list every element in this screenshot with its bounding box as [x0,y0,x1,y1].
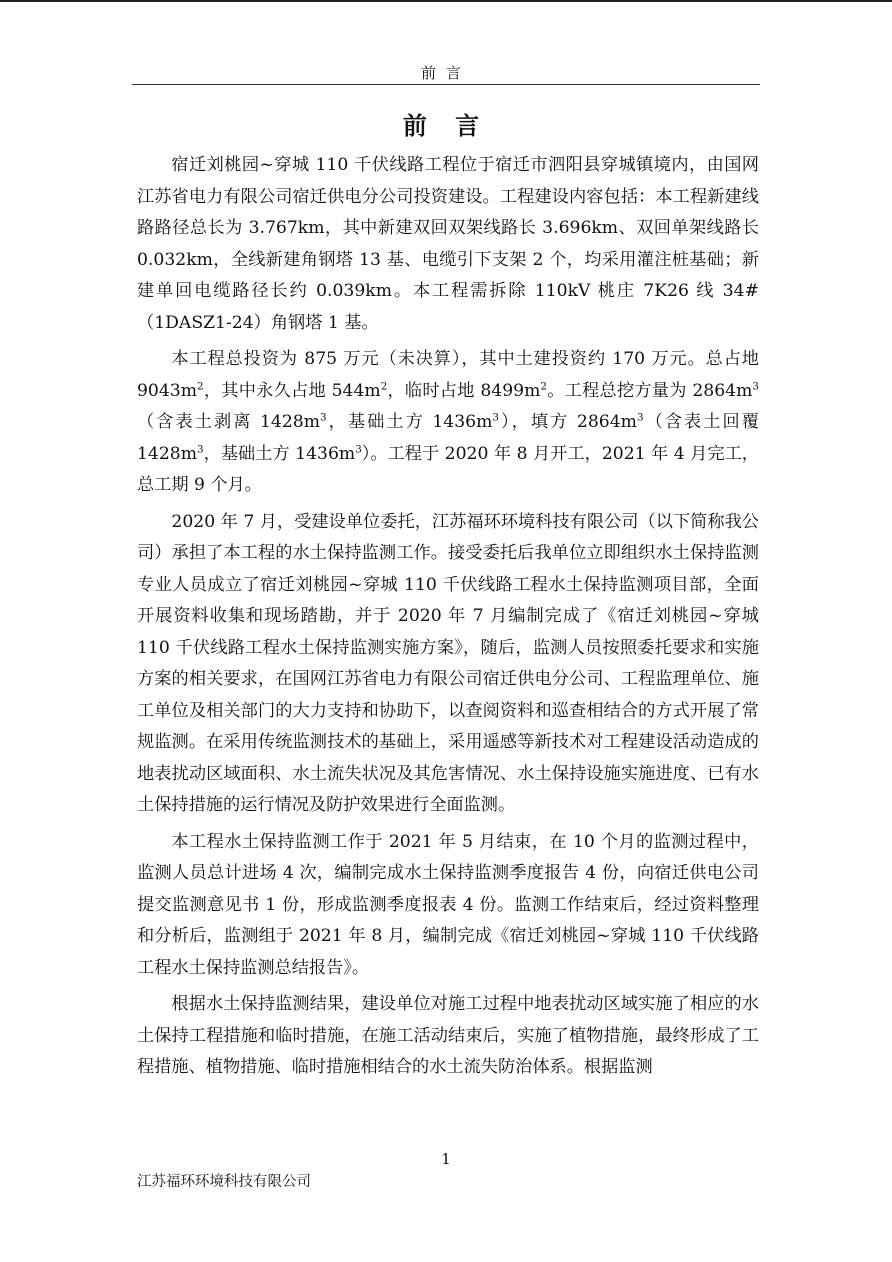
paragraph-text: ，其中永久占地 544m [203,380,381,401]
footer-company: 江苏福环环境科技有限公司 [137,1174,311,1190]
paragraph-text: 本工程水土保持监测工作于 2021 年 5 月结束，在 10 个月的监测过程中，监测人员总计进场 4 次，编制完成水土保持监测季度报告 4 份，向宿迁供电公司提交监测意见书 1 份，形成监测季度报表 4 份。监测工作结束后，经过资料整理和分析后，监测组于 2021 年 8 月，编制完成《宿迁刘桃园~穿城 110 千伏线路工程水土保持监测总结报告》。 [137,831,759,978]
superscript: 3 [355,442,362,455]
paragraph-text: ，基础土方 1436m [203,443,356,464]
paragraph-5 [137,989,759,1084]
running-header: 前言 [420,64,471,82]
paragraph-text: 宿迁刘桃园~穿城 110 千伏线路工程位于宿迁市泗阳县穿城镇境内，由国网江苏省电力有限公司宿迁供电分公司投资建设。工程建设内容包括：本工程新建线路路径总长为 3.767km，其中新建双回双架线路长 3.696km、双回单架线路长 0.032km，全线新建角钢塔 13 基、电缆引下支架 2 个，均采用灌注桩基础；新建单回电缆路径长约 0.039km。本工程需拆除 110kV 桃庄 7K26 线 34#（1DASZ1-24）角钢塔 1 基。 [137,155,765,333]
superscript: 3 [492,411,499,424]
paragraph-text: ，临时占地 8499m [387,380,541,401]
paragraph-2 [137,344,765,502]
superscript: 3 [752,379,759,392]
paragraph-text: 2020 年 7 月，受建设单位委托，江苏福环环境科技有限公司（以下简称我公司）承担了本工程的水土保持监测工作。接受委托后我单位立即组织水土保持监测专业人员成立了宿迁刘桃园~穿城 110 千伏线路工程水土保持监测项目部，全面开展资料收集和现场踏勘，并于 2020 年 7 月编制完成了《宿迁刘桃园~穿城 110 千伏线路工程水土保持监测实施方案》，随后，监测人员按照委托要求和实施方案的相关要求，在国网江苏省电力有限公司宿迁供电分公司、工程监理单位、施工单位及相关部门的大力支持和协助下，以查阅资料和巡查相结合的方式开展了常规监测。在采用传统监测技术的基础上，采用遥感等新技术对工程建设活动造成的地表扰动区域面积、水土流失状况及其危害情况、水土保持设施实施进度、已有水土保持措施的运行情况及防护效果进行全面监测。 [137,511,765,815]
paragraph-4 [137,827,759,985]
paragraph-text: 。工程总挖方量为 2864m [546,380,753,401]
paragraph-1 [137,150,765,339]
paragraph-text: ，基础土方 1436m [326,412,493,432]
superscript: 2 [540,379,547,392]
paragraph-text: （含表土回覆 1428m [137,412,765,464]
paragraph-text: 根据水土保持监测结果，建设单位对施工过程中地表扰动区域实施了相应的水土保持工程措施和临时措施，在施工活动结束后，实施了植物措施，最终形成了工程措施、植物措施、临时措施相结合的水土流失防治体系。根据监测 [137,994,759,1077]
top-border [0,0,892,2]
superscript: 3 [636,411,644,424]
superscript: 3 [320,411,327,424]
page-number: 1 [441,1150,451,1168]
superscript: 2 [197,379,204,392]
body-text [137,150,765,1089]
paragraph-3 [137,507,765,822]
paragraph-text: ），填方 2864m [498,412,637,432]
superscript: 2 [380,379,388,392]
paragraph-text: 本工程总投资为 875 万元（未决算），其中土建投资约 170 万元。总占地 9043m [137,349,765,401]
paragraph-text: ）。工程于 2020 年 8 月开工，2021 年 4 月完工，总工期 9 个月。 [137,443,759,495]
page-title: 前 言 [402,111,490,140]
header-divider [132,84,760,85]
paragraph-text: （含表土剥离 1428m [137,412,321,432]
superscript: 3 [197,442,204,455]
